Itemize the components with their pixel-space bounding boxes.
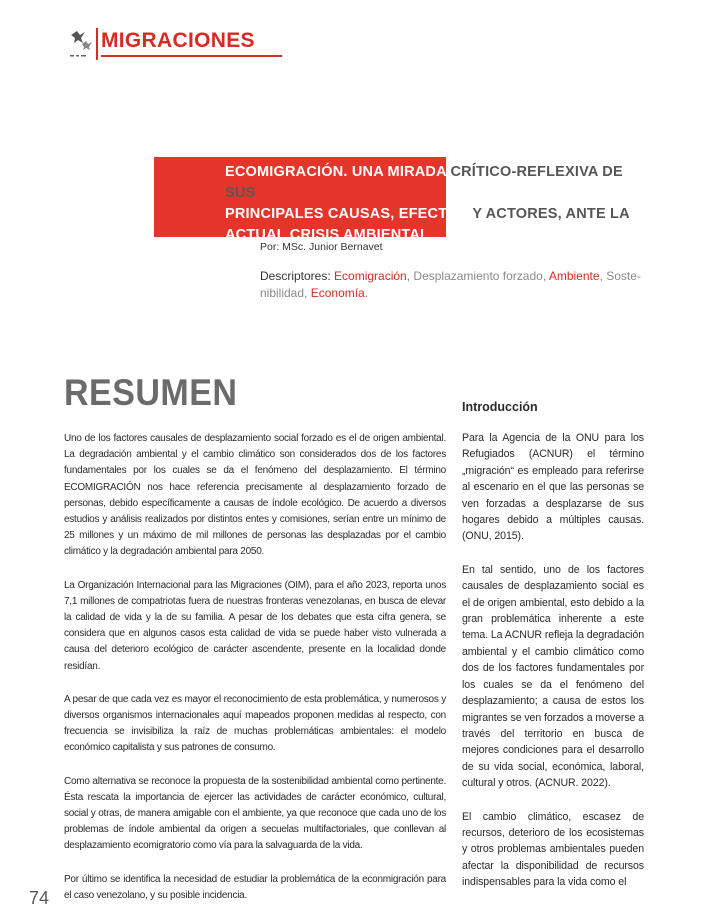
article-author: Por: MSc. Junior Bernavet [260,241,383,253]
title-part-5: ACTUAL CRISIS AMBIENTAL [225,227,430,243]
descriptor-keyword: Ambiente [548,269,600,283]
resumen-paragraph: La Organización Internacional para las Migraciones (OIM), para el año 2023, reporta unos 7,1 millones de compatriotas fuera de nuestras fronteras venezolanas, en busca de elevar la calidad de vida y la de su familia. A pesar de los debates que esta cifra genera, se considera que en algunos casos esta calidad de vida se puede haber visto vulnerada a causa del deterioro ecológico de carácter ascendente, presente en la localidad donde residían. [64,579,446,672]
descriptor-separator: , [599,269,607,283]
intro-paragraph: En tal sentido, uno de los factores causales de desplazamiento social es el de origen ambiental, esto debido a la gran problemática inherente a este tema. La ACNUR refleja la degradación ambiental y el cambio climático como dos de los factores fundamentales por los cuales se da el fenómeno del desplazamiento; a causa de estos los migrantes se ven forzados a moverse a través del territorio en busca de mejores condiciones para el desarrollo de su vida social, económica, laboral, cultural y otros. (ACNUR. 2022). [462,563,644,790]
resumen-column [64,431,446,921]
introduccion-heading: Introducción [462,400,538,414]
title-part-2: CRÍTICO-REFLEXIVA DE SUS [225,164,623,201]
descriptor-separator: , [542,269,549,283]
resumen-paragraph: Uno de los factores causales de desplazamiento social forzado es el de origen ambiental. La degradación ambiental y el cambio climático son considerados dos de los factores fundamentales por los cuales se da el fenómeno del desplazamiento. El término ECOMIGRACIÓN nos hace referencia precisamente al desplazamiento forzado de personas, debido específicamente a causas de índole ecológico. De acuerdo a diversos estudios y análisis realizados por distintos entes y comisiones, serían entre un mínimo de 25 millones y un máximo de mil millones de personas las desplazadas por el cambio climático y la degradación ambiental para 2050. [64,433,446,558]
descriptor-separator: . [364,286,369,300]
page-number: 74 [29,888,50,908]
resumen-paragraph: Por último se identifica la necesidad de estudiar la problemática de la econmigración para el caso venezolano, y su posible incidencia. [64,873,446,901]
resumen-paragraph: Como alternativa se reconoce la propuesta de la sostenibilidad ambiental como pertinente. Ésta rescata la importancia de ejercer las actividades de carácter económico, cultural, social y otras, de manera amigable con el ambiente, ya que reconoce que cada uno de los problemas de índole ambiental da origen a secuelas multifactoriales, que conllevan al desplazamiento ecomigratorio como vía para la salvaguarda de la vida. [64,775,446,852]
title-part-1: ECOMIGRACIÓN. UNA MIRADA [225,164,447,180]
resumen-heading: RESUMEN [64,372,238,413]
brand-name: MIGRACIONES [101,29,255,52]
introduccion-column [462,430,644,908]
brand-divider [96,28,98,60]
article-descriptors [260,268,645,302]
descriptors-label: Descriptores: [260,269,331,283]
descriptor-keyword: Desplazamiento forzado [413,269,543,283]
descriptor-keyword: Ecomigración [334,269,407,283]
resumen-paragraph: A pesar de que cada vez es mayor el reconocimiento de esta problemática, y numerosos y diversos organismos internacionales aquí mapeados proponen medidas al respecto, con frecuencia se invisibiliza la raíz de muchas problemáticas ambientales: el modelo económico capitalista y sus patrones de consumo. [64,693,446,754]
bird-logo-icon [68,26,94,60]
descriptor-keyword: Soste-nibilidad [260,269,641,300]
descriptor-separator: , [406,269,414,283]
intro-paragraph: El cambio climático, escasez de recursos, deterioro de los ecosistemas y otros problemas ambientales pueden afectar la disponibilidad de recursos indispensables para la vida como el [462,810,644,889]
descriptor-separator: , [304,286,311,300]
article-title [225,162,645,246]
descriptor-keyword: Economía [310,286,365,300]
intro-paragraph: Para la Agencia de la ONU para los Refugiados (ACNUR) el término „migración“ es empleado para referirse al escenario en el que las personas se ven forzadas a desplazarse de sus hogares debido a múltiples causas. (ONU, 2015). [462,432,644,543]
journal-brand [68,24,282,64]
title-part-4: Y ACTORES, ANTE LA [472,206,630,222]
brand-underline [101,55,282,57]
title-part-3: PRINCIPALES CAUSAS, EFECTOS [225,206,469,222]
